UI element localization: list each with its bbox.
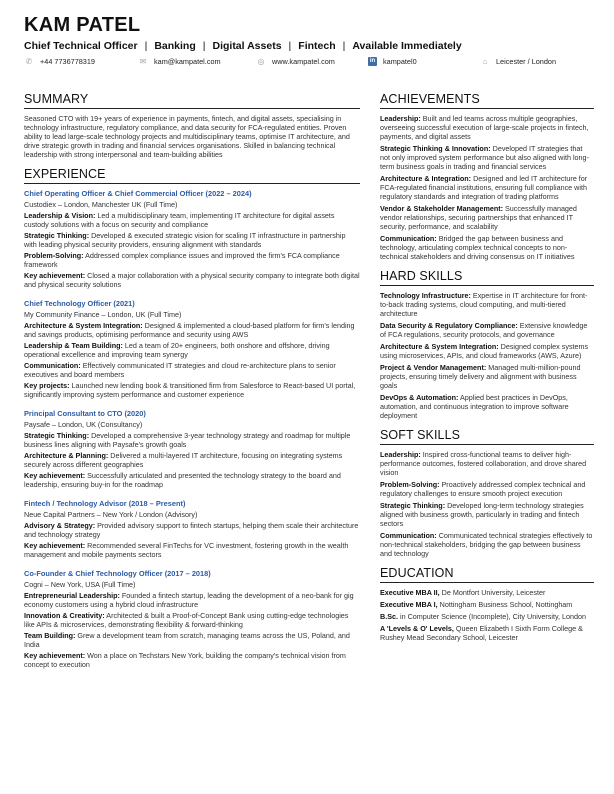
headline-separator: | — [144, 40, 148, 52]
job-title: Chief Operating Officer & Chief Commercial Officer (2022 – 2024) — [24, 189, 252, 198]
contact-email[interactable] — [138, 57, 256, 66]
job-title: Chief Technology Officer (2021) — [24, 299, 135, 308]
job-bullet: Team Building: Grew a development team from scratch, managing teams across the US, Poland, and India — [24, 631, 350, 649]
education-item: B.Sc. in Computer Science (Incomplete), City University, London — [380, 612, 587, 621]
headline-separator: | — [288, 40, 292, 52]
job-bullet: Strategic Thinking: Developed a comprehensive 3-year technology strategy and roadmap for multiple business lines aligning with Paysafe's growth goals — [24, 431, 351, 449]
website-url: www.kampatel.com — [272, 57, 335, 66]
job-company: Paysafe – London, UK (Consultancy) — [24, 420, 143, 429]
headline-title: Chief Technical Officer — [24, 40, 138, 52]
job-entry — [24, 499, 360, 559]
section-heading-summary: SUMMARY — [24, 92, 360, 109]
job-title: Principal Consultant to CTO (2020) — [24, 409, 146, 418]
job-entry — [24, 189, 360, 289]
hard-skill-item: Project & Vendor Management: Managed multi-million-pound projects, ensuring timely delivery and alignment with business goals — [380, 363, 581, 390]
job-title: Co-Founder & Chief Technology Officer (2017 – 2018) — [24, 569, 211, 578]
contact-phone[interactable] — [24, 57, 138, 66]
job-bullet: Communication: Effectively communicated IT strategies and cloud re-architecture plans to senior executives and board members — [24, 361, 336, 379]
section-heading-achievements: ACHIEVEMENTS — [380, 92, 594, 109]
achievement-item: Communication: Bridged the gap between business and technology, articulating complex technical concepts to non-technical stakeholders and driving consensus on IT initiatives — [380, 234, 575, 261]
summary-text: Seasoned CTO with 19+ years of experience in payments, fintech, and digital assets, specialising in technology infrastructure, regulatory compliance, and data security for FCA-regulated entities. Proven ability to lead large-scale technology projects and multidisciplinary teams, optimise IT architecture, and drive strategic growth in trading and financial services organisations. Skilled in balancing technical leadership with strong interpersonal and team-building abilities — [24, 114, 350, 159]
education-item: Executive MBA II, De Montfort University, Leicester — [380, 588, 546, 597]
headline-title: Available Immediately — [352, 40, 462, 52]
job-bullet: Innovation & Creativity: Architected & built a Proof-of-Concept Bank using cutting-edge technologies like APIs & microservices, demonstrating flexibility & forward-thinking — [24, 611, 349, 629]
soft-skill-item: Communication: Communicated technical strategies effectively to non-technical stakeholders, bridging the gap between business and technology — [380, 531, 593, 558]
section-heading-soft-skills: SOFT SKILLS — [380, 428, 594, 445]
left-column — [24, 92, 360, 669]
job-bullet: Problem-Solving: Addressed complex compliance issues and improved the firm's FCA compliance framework — [24, 251, 340, 269]
soft-skill-item: Problem-Solving: Proactively addressed complex technical and regulatory challenges to ensure smooth project execution — [380, 480, 586, 498]
job-company: My Community Finance – London, UK (Full Time) — [24, 310, 182, 319]
section-heading-education: EDUCATION — [380, 566, 594, 583]
job-bullet: Key achievement: Won a place on Techstars New York, building the company's technical vision from concept to execution — [24, 651, 346, 669]
job-entry — [24, 409, 360, 489]
education-item: Executive MBA I, Nottingham Business School, Nottingham — [380, 600, 573, 609]
globe-icon: ◎ — [257, 57, 265, 66]
job-bullet: Architecture & System Integration: Designed & implemented a cloud-based platform for firm's lending and savings products, optimising performance and security using AWS — [24, 321, 355, 339]
location-icon: ⌂ — [482, 57, 488, 66]
headline-title: Digital Assets — [212, 40, 282, 52]
right-column — [380, 92, 594, 642]
achievement-item: Strategic Thinking & Innovation: Developed IT strategies that not only improved system performance but also aligned with long-term business goals in trading and financial services — [380, 144, 589, 171]
headline-separator: | — [342, 40, 346, 52]
hard-skill-item: Technology Infrastructure: Expertise in IT architecture for front-to-back trading systems, cloud computing, and multi-tiered architecture — [380, 291, 588, 318]
email-icon: ✉ — [139, 57, 147, 66]
job-bullet: Key projects: Launched new lending book & transitioned firm from Salesforce to React-based UI portal, significantly improving system performance and customer experience — [24, 381, 356, 399]
job-company: Cogni – New York, USA (Full Time) — [24, 580, 136, 589]
section-heading-hard-skills: HARD SKILLS — [380, 269, 594, 286]
soft-skill-item: Leadership: Inspired cross-functional teams to deliver high-performance outcomes, fostered collaboration, and drove shared vision — [380, 450, 587, 477]
achievement-item: Architecture & Integration: Designed and led IT architecture for FCA-regulated financial institutions, ensuring full compliance with regulatory standards and integration of trading platforms — [380, 174, 588, 201]
job-bullet: Key achievement: Successfully articulated and presented the technology strategy to the board and leadership, ensuring buy-in for the roadmap — [24, 471, 341, 489]
job-bullet: Advisory & Strategy: Provided advisory support to fintech startups, helping them scale their architecture and technology strategy — [24, 521, 359, 539]
section-heading-experience: EXPERIENCE — [24, 167, 360, 184]
job-bullet: Entrepreneurial Leadership: Founded a fintech startup, leading the development of a neo-bank for gig economy customers using a hybrid cloud infrastructure — [24, 591, 354, 609]
job-company: Neue Capital Partners – New York / London (Advisory) — [24, 510, 198, 519]
headline-titles — [24, 40, 462, 52]
contact-website[interactable] — [256, 57, 368, 66]
headline-title: Banking — [154, 40, 196, 52]
job-bullet: Leadership & Vision: Led a multidisciplinary team, implementing IT architecture for digital assets custody solutions with a focus on security and compliance — [24, 211, 335, 229]
location-text: Leicester / London — [496, 57, 557, 66]
job-entry — [24, 569, 360, 669]
job-bullet: Key achievement: Closed a major collaboration with a physical security company to integrate both digital and physical security solutions — [24, 271, 360, 289]
job-bullet: Key achievement: Recommended several FinTechs for VC investment, fostering growth in the wealth management and mobile payments sectors — [24, 541, 349, 559]
candidate-name: KAM PATEL — [24, 14, 141, 36]
linkedin-handle: kampatel0 — [383, 57, 417, 66]
email-address: kam@kampatel.com — [154, 57, 221, 66]
phone-number: +44 7736778319 — [40, 57, 95, 66]
job-company: Custodiex – London, Manchester UK (Full Time) — [24, 200, 178, 209]
job-bullet: Strategic Thinking: Developed & executed strategic vision for scaling IT infrastructure in partnership with leading physical security providers, ensuring alignment with standards — [24, 231, 346, 249]
job-title: Fintech / Technology Advisor (2018 – Present) — [24, 499, 186, 508]
education-item: A 'Levels & O' Levels, Queen Elizabeth I Sixth Form College & Rushey Mead Secondary School, Leicester — [380, 624, 583, 642]
contact-linkedin[interactable] — [368, 57, 480, 66]
job-bullet: Leadership & Team Building: Led a team of 20+ engineers, both onshore and offshore, driving operational excellence and improving team synergy — [24, 341, 330, 359]
job-bullet: Architecture & Planning: Delivered a multi-layered IT architecture, focusing on integrating systems securely across different geographies — [24, 451, 343, 469]
contact-bar — [24, 57, 596, 66]
achievement-item: Leadership: Built and led teams across multiple geographies, overseeing successful execution of large-scale projects in fintech, payments, and digital assets — [380, 114, 589, 141]
job-entry — [24, 299, 360, 399]
linkedin-icon: in — [369, 58, 376, 64]
headline-separator: | — [202, 40, 206, 52]
soft-skill-item: Strategic Thinking: Developed long-term technology strategies aligned with business growth, particularly in trading and fintech sectors — [380, 501, 584, 528]
achievement-item: Vendor & Stakeholder Management: Successfully managed vendor relationships, securing partnerships that enhanced IT security, performance, and scalability — [380, 204, 577, 231]
hard-skill-item: Data Security & Regulatory Compliance: Extensive knowledge of FCA regulations, security protocols, and governance — [380, 321, 588, 339]
headline-title: Fintech — [298, 40, 336, 52]
hard-skill-item: Architecture & System Integration: Designed complex systems using microservices, APIs, and cloud frameworks (AWS, Azure) — [380, 342, 589, 360]
hard-skill-item: DevOps & Automation: Applied best practices in DevOps, automation, and continuous integration to improve software deployment — [380, 393, 569, 420]
contact-location — [480, 57, 556, 66]
phone-icon: ✆ — [25, 57, 33, 66]
